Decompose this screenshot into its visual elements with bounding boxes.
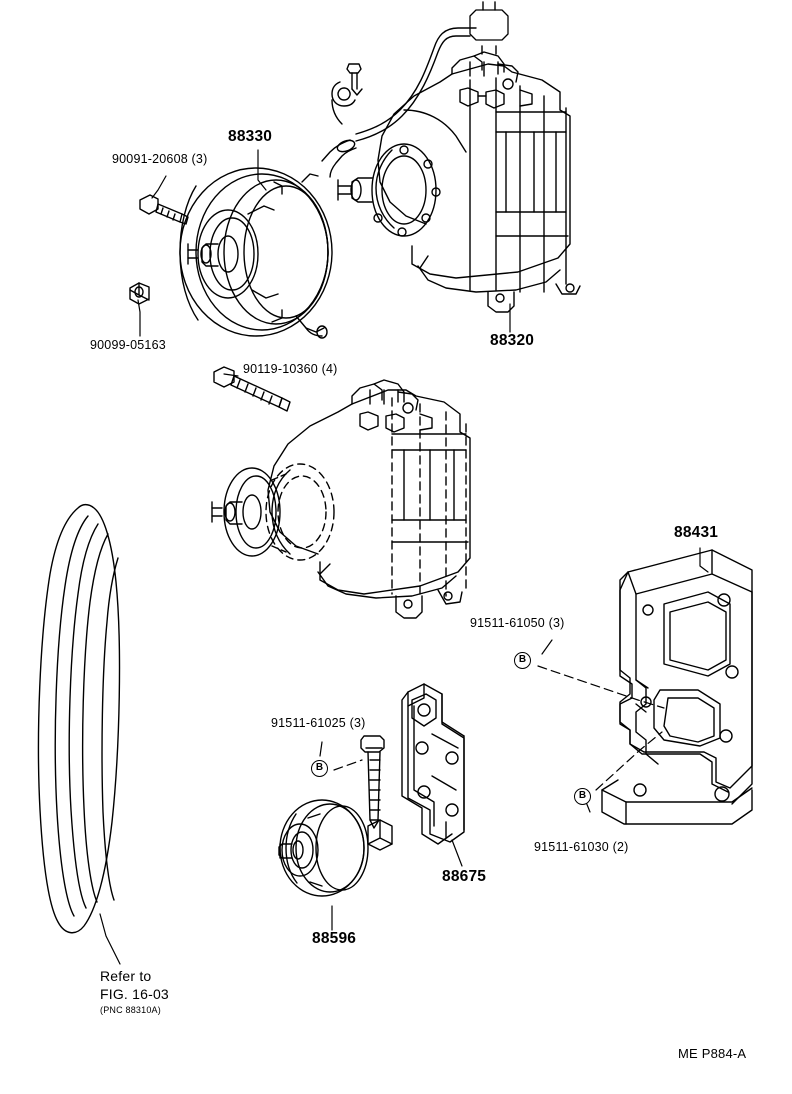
refer-line-2: FIG. 16-03 xyxy=(100,986,169,1002)
drive-belt-illustration xyxy=(38,505,119,933)
magnetic-clutch-illustration xyxy=(180,168,332,338)
bolt-91511-61025-illustration xyxy=(361,736,384,828)
label-part-88596: 88596 xyxy=(312,930,357,947)
compressor-middle-illustration xyxy=(212,380,470,618)
label-bolt-90119: 90119-10360 (4) xyxy=(243,362,338,376)
label-part-88431: 88431 xyxy=(674,524,719,541)
label-part-88675: 88675 xyxy=(442,868,487,885)
label-part-88320: 88320 xyxy=(490,332,535,349)
diagram-code: ME P884-A xyxy=(678,1046,747,1061)
label-nut-90099: 90099-05163 xyxy=(90,338,166,352)
nut-90099-illustration xyxy=(130,283,149,304)
label-bolt-91511-61050: 91511-61050 (3) xyxy=(470,616,565,630)
b-mark-91511-61030: B xyxy=(574,788,591,805)
idler-pulley-illustration xyxy=(279,800,392,896)
label-part-88330: 88330 xyxy=(228,128,273,145)
label-bolt-91511-61030: 91511-61030 (2) xyxy=(534,840,629,854)
label-bolt-90091: 90091-20608 (3) xyxy=(112,152,208,166)
idler-bracket-illustration xyxy=(402,684,464,844)
refer-line-1: Refer to xyxy=(100,968,152,984)
label-bolt-91511-61025: 91511-61025 (3) xyxy=(271,716,366,730)
b-mark-91511-61025: B xyxy=(311,760,328,777)
compressor-top-illustration xyxy=(322,2,580,312)
bolt-90091-illustration xyxy=(140,195,188,224)
refer-sub-note: (PNC 88310A) xyxy=(100,1005,161,1015)
b-mark-91511-61050: B xyxy=(514,652,531,669)
mounting-bracket-illustration xyxy=(602,550,752,824)
